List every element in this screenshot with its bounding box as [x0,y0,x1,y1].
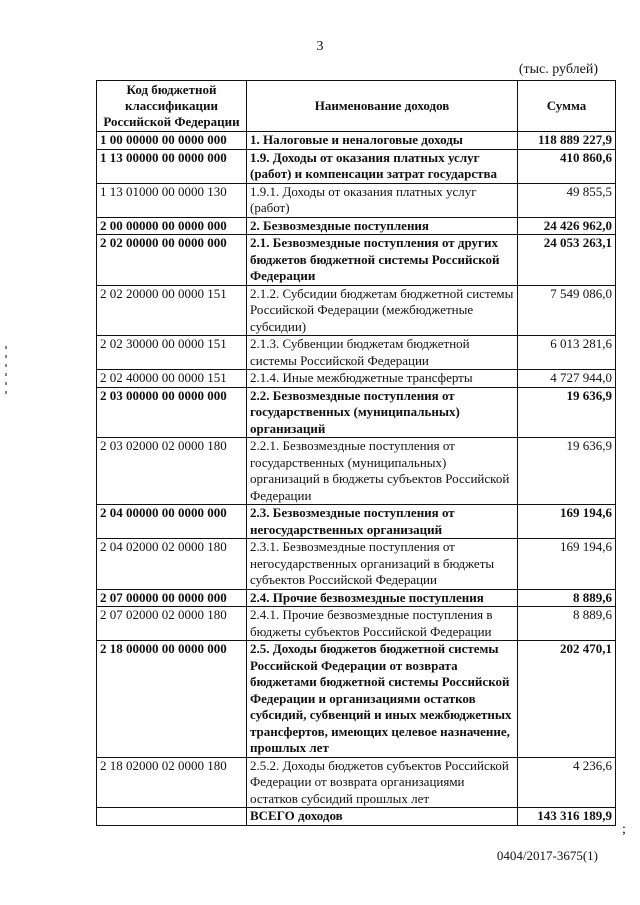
row-amount: 19 636,9 [518,438,616,505]
table-row [97,607,616,641]
table-row [97,217,616,235]
table-row [97,505,616,539]
units-label: (тыс. рублей) [518,62,598,77]
row-name: 2.1.3. Субвенции бюджетам бюджетной системы Российской Федерации [247,336,518,370]
row-amount: 8 889,6 [518,607,616,641]
row-name: 2.2. Безвозмездные поступления от государственных (муниципальных) организаций [247,387,518,438]
row-amount: 49 855,5 [518,183,616,217]
row-code: 2 03 00000 00 0000 000 [97,387,247,438]
row-name: 2.1. Безвозмездные поступления от других бюджетов бюджетной системы Российской Федерации [247,235,518,286]
row-code: 2 07 02000 02 0000 180 [97,607,247,641]
row-amount: 143 316 189,9 [518,808,616,826]
row-code: 1 13 00000 00 0000 000 [97,149,247,183]
row-name: 2.2.1. Безвозмездные поступления от государственных (муниципальных) организаций в бюджеты субъектов Российской Федерации [247,438,518,505]
row-amount: 4 236,6 [518,757,616,808]
row-code: 1 13 01000 00 0000 130 [97,183,247,217]
row-code: 1 00 00000 00 0000 000 [97,132,247,150]
row-code: 2 18 02000 02 0000 180 [97,757,247,808]
row-name: 1. Налоговые и неналоговые доходы [247,132,518,150]
table-row [97,285,616,336]
row-amount: 4 727 944,0 [518,370,616,388]
row-name: 2.3. Безвозмездные поступления от негосударственных организаций [247,505,518,539]
table-row [97,235,616,286]
page-number: 3 [316,39,324,54]
row-name: 2.3.1. Безвозмездные поступления от негосударственных организаций в бюджеты субъектов Российской Федерации [247,539,518,590]
row-name: 2.1.4. Иные межбюджетные трансферты [247,370,518,388]
row-amount: 7 549 086,0 [518,285,616,336]
row-name: 2.1.2. Субсидии бюджетам бюджетной системы Российской Федерации (межбюджетные субсидии) [247,285,518,336]
row-amount: 118 889 227,9 [518,132,616,150]
table-row [97,387,616,438]
row-code: 2 02 20000 00 0000 151 [97,285,247,336]
table-row [97,370,616,388]
row-code: 2 04 02000 02 0000 180 [97,539,247,590]
table-row [97,808,616,826]
table-row [97,757,616,808]
table-row [97,438,616,505]
header-amount: Сумма [518,81,616,132]
row-amount: 19 636,9 [518,387,616,438]
row-code: 2 00 00000 00 0000 000 [97,217,247,235]
row-amount: 24 053 263,1 [518,235,616,286]
row-name: 2.5. Доходы бюджетов бюджетной системы Российской Федерации от возврата бюджетами бюджетной системы Российской Федерации и организациями остатков субсидий, субвенций и иных межбюджетных трансфертов, имеющих целевое назначение, прошлых лет [247,641,518,758]
table-row [97,539,616,590]
row-amount: 410 860,6 [518,149,616,183]
row-name: 1.9.1. Доходы от оказания платных услуг (работ) [247,183,518,217]
row-amount: 169 194,6 [518,539,616,590]
table-row [97,641,616,758]
document-id: 0404/2017-3675(1) [496,848,598,863]
table-row [97,183,616,217]
row-amount: 202 470,1 [518,641,616,758]
row-code: 2 02 30000 00 0000 151 [97,336,247,370]
row-code: 2 07 00000 00 0000 000 [97,589,247,607]
header-name: Наименование доходов [247,81,518,132]
row-code [97,808,247,826]
table-row [97,149,616,183]
trailing-semicolon: ; [622,822,626,837]
row-code: 2 03 02000 02 0000 180 [97,438,247,505]
row-amount: 6 013 281,6 [518,336,616,370]
table-row [97,589,616,607]
row-amount: 169 194,6 [518,505,616,539]
row-code: 2 18 00000 00 0000 000 [97,641,247,758]
header-code: Код бюджетной классификации Российской Федерации [97,81,247,132]
row-name: 2. Безвозмездные поступления [247,217,518,235]
row-name: 1.9. Доходы от оказания платных услуг (работ) и компенсации затрат государства [247,149,518,183]
table-row [97,132,616,150]
row-name: 2.5.2. Доходы бюджетов субъектов Российской Федерации от возврата организациями остатков субсидий прошлых лет [247,757,518,808]
table-row [97,336,616,370]
row-amount: 24 426 962,0 [518,217,616,235]
row-code: 2 02 00000 00 0000 000 [97,235,247,286]
row-name: 2.4. Прочие безвозмездные поступления [247,589,518,607]
row-code: 2 02 40000 00 0000 151 [97,370,247,388]
table-header-row [97,81,616,132]
row-code: 2 04 00000 00 0000 000 [97,505,247,539]
margin-scan-marks [2,340,10,420]
row-name: 2.4.1. Прочие безвозмездные поступления в бюджеты субъектов Российской Федерации [247,607,518,641]
table-body [97,132,616,826]
row-amount: 8 889,6 [518,589,616,607]
row-name: ВСЕГО доходов [247,808,518,826]
revenue-table [96,80,616,826]
